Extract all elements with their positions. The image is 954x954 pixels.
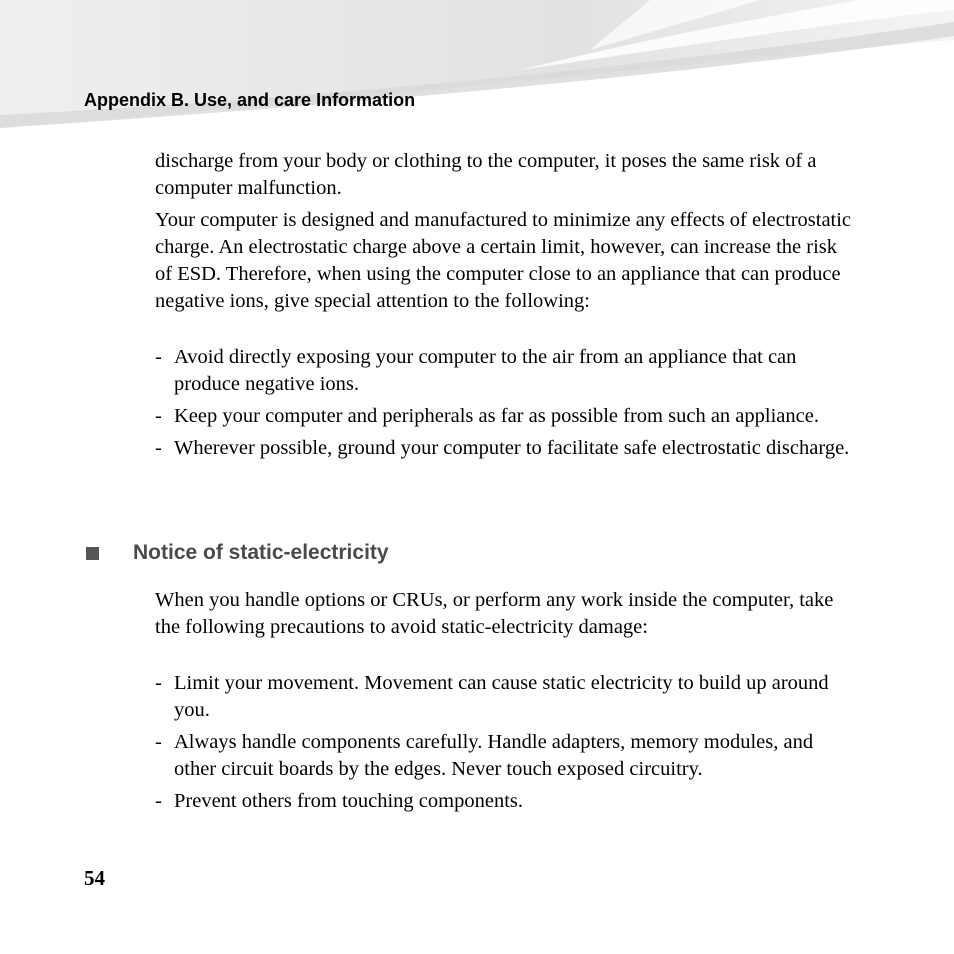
page-number: 54 xyxy=(84,866,105,890)
bullet-dash: - xyxy=(155,672,162,694)
list-item xyxy=(155,435,855,462)
paragraph-esd: Your computer is designed and manufactured to minimize any effects of electrostatic charge. An electrostatic charge above a certain limit, however, can increase the risk of ESD. Therefore, when using the computer close to an appliance that can produce negative ions, give special attention to the following: xyxy=(155,209,852,312)
list-item xyxy=(155,670,855,724)
bullet-dash: - xyxy=(155,790,162,812)
bullet-list-static xyxy=(155,670,855,820)
list-item-text: Wherever possible, ground your computer to facilitate safe electrostatic discharge. xyxy=(174,437,850,459)
bullet-dash: - xyxy=(155,346,162,368)
section-heading xyxy=(86,541,389,565)
list-item xyxy=(155,344,855,398)
list-item xyxy=(155,403,855,430)
list-item-text: Avoid directly exposing your computer to the air from an appliance that can produce negative ions. xyxy=(174,346,797,395)
list-item-text: Limit your movement. Movement can cause static electricity to build up around you. xyxy=(174,672,829,721)
paragraph-static: When you handle options or CRUs, or perform any work inside the computer, take the following precautions to avoid static-electricity damage: xyxy=(155,589,834,638)
square-bullet-icon xyxy=(86,547,99,560)
running-head: Appendix B. Use, and care Information xyxy=(84,90,416,110)
list-item xyxy=(155,729,855,783)
bullet-dash: - xyxy=(155,731,162,753)
list-item-text: Always handle components carefully. Handle adapters, memory modules, and other circuit boards by the edges. Never touch exposed circuitry. xyxy=(174,731,814,780)
header-swoosh-decoration xyxy=(0,0,954,140)
list-item-text: Prevent others from touching components. xyxy=(174,790,524,812)
bullet-dash: - xyxy=(155,405,162,427)
bullet-list-esd xyxy=(155,344,855,467)
bullet-dash: - xyxy=(155,437,162,459)
list-item-text: Keep your computer and peripherals as far as possible from such an appliance. xyxy=(174,405,819,427)
list-item xyxy=(155,788,855,815)
section-title: Notice of static-electricity xyxy=(133,541,389,564)
paragraph-continuation: discharge from your body or clothing to the computer, it poses the same risk of a computer malfunction. xyxy=(155,150,817,199)
